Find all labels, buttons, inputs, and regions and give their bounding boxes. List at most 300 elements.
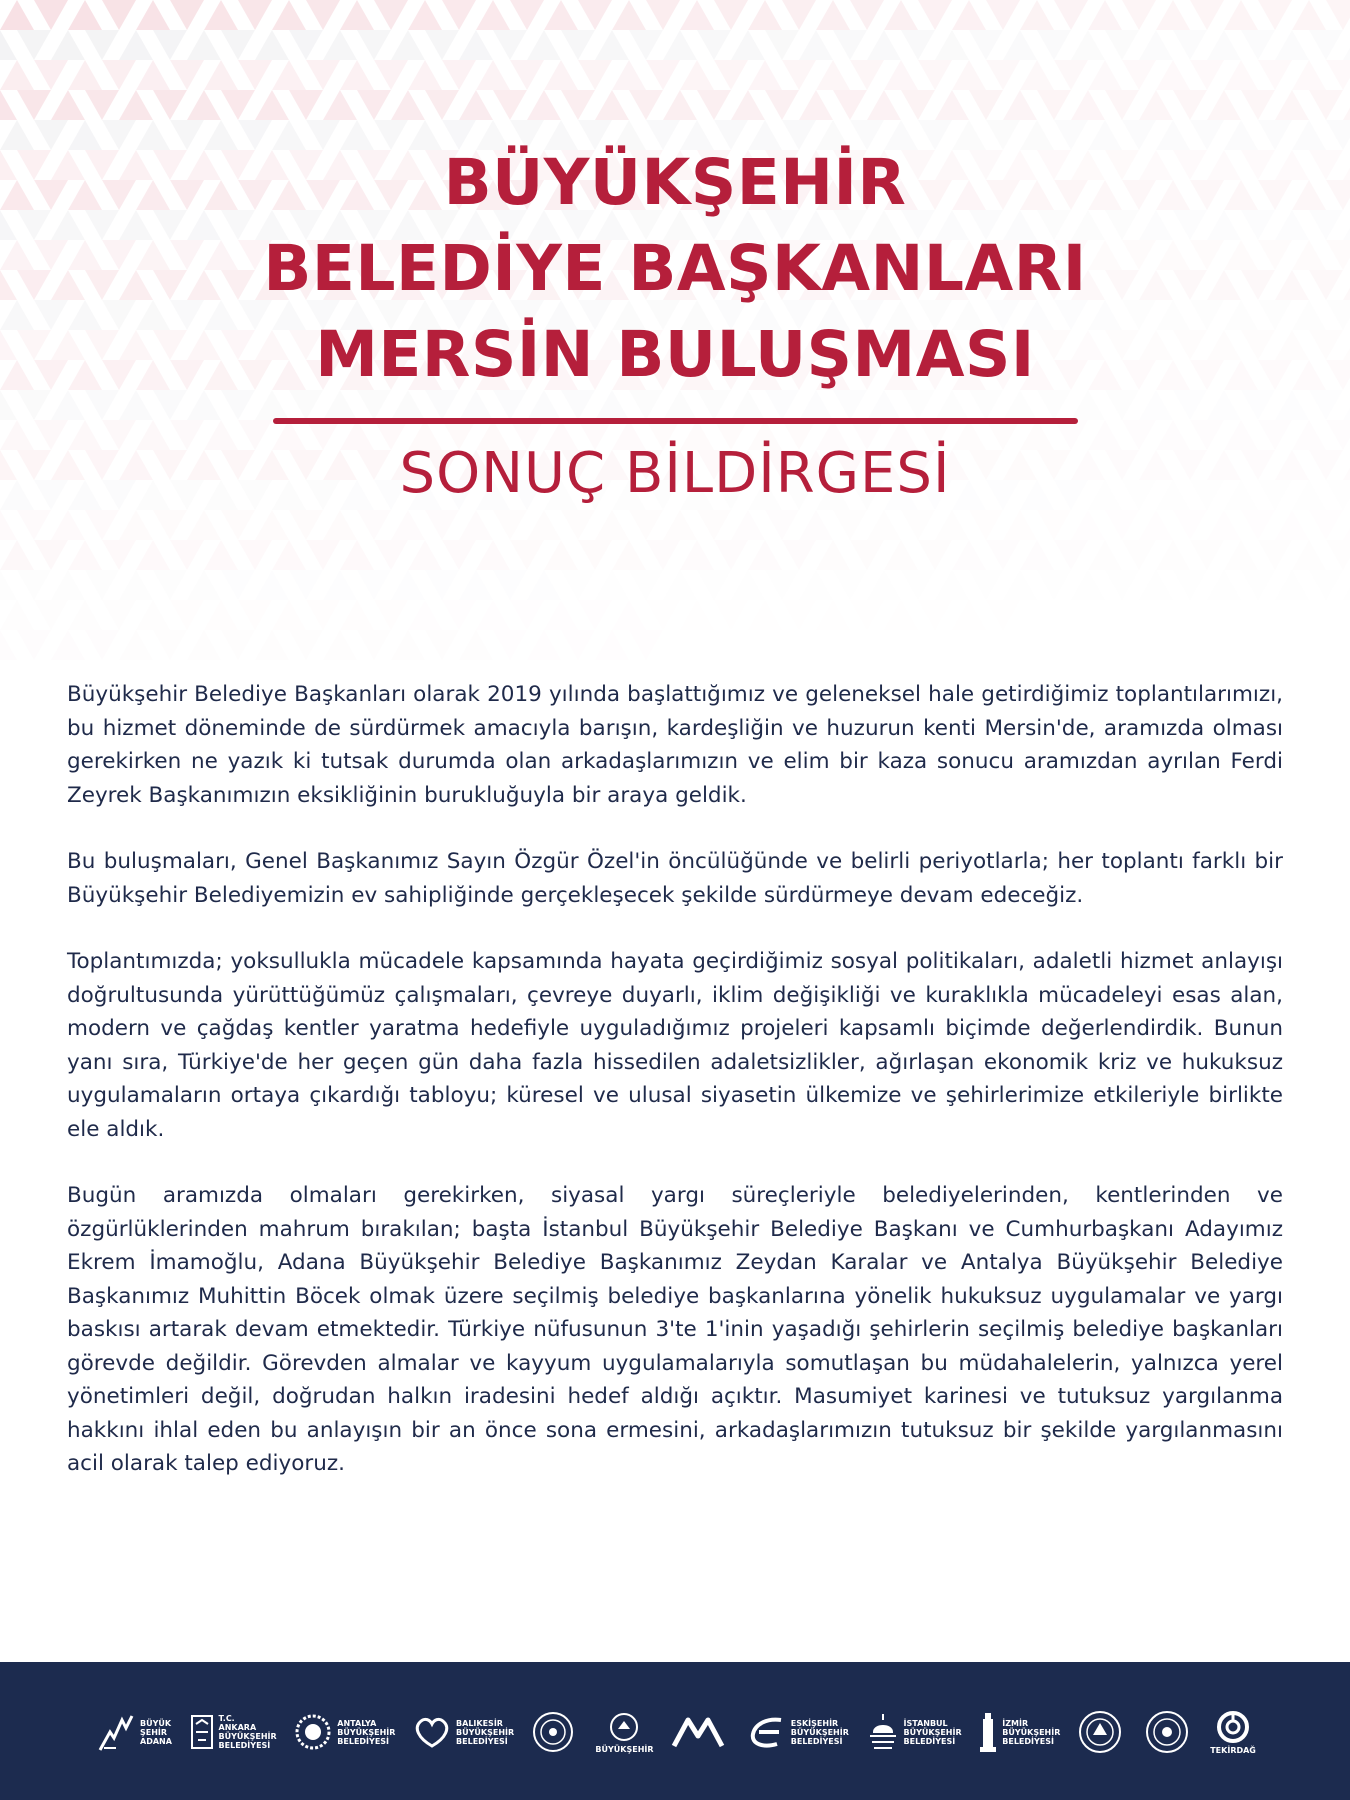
pattern-triangle xyxy=(714,600,748,630)
pattern-triangle xyxy=(1224,540,1258,570)
logo-balikesir-text: BALIKESİR BÜYÜKŞEHİR BELEDİYESİ xyxy=(456,1718,515,1746)
pattern-triangle xyxy=(527,570,561,600)
pattern-triangle xyxy=(119,30,153,60)
pattern-triangle xyxy=(1122,60,1156,90)
pattern-triangle xyxy=(629,90,663,120)
pattern-triangle xyxy=(408,540,442,570)
pattern-triangle xyxy=(986,0,1020,30)
pattern-triangle xyxy=(867,90,901,120)
pattern-triangle xyxy=(187,570,221,600)
logo-mugla xyxy=(1144,1709,1194,1755)
pattern-triangle xyxy=(1343,510,1350,540)
pattern-triangle xyxy=(374,540,408,570)
pattern-triangle xyxy=(697,30,731,60)
pattern-triangle xyxy=(85,630,119,660)
adana-logo-icon xyxy=(96,1710,136,1754)
pattern-triangle xyxy=(527,510,561,540)
pattern-triangle xyxy=(204,600,238,630)
pattern-triangle xyxy=(1241,510,1275,540)
pattern-triangle xyxy=(1003,510,1037,540)
pattern-triangle xyxy=(1292,60,1326,90)
pattern-triangle xyxy=(629,630,663,660)
pattern-triangle xyxy=(918,0,952,30)
pattern-triangle xyxy=(629,570,663,600)
pattern-triangle xyxy=(901,90,935,120)
pattern-triangle xyxy=(1054,540,1088,570)
pattern-triangle xyxy=(68,60,102,90)
pattern-triangle xyxy=(255,570,289,600)
logo-ankara xyxy=(189,1710,277,1754)
pattern-triangle xyxy=(748,540,782,570)
pattern-triangle xyxy=(918,60,952,90)
pattern-triangle xyxy=(663,570,697,600)
pattern-triangle xyxy=(153,630,187,660)
pattern-triangle xyxy=(816,600,850,630)
pattern-triangle xyxy=(408,600,442,630)
pattern-triangle xyxy=(578,600,612,630)
pattern-triangle xyxy=(255,630,289,660)
pattern-triangle xyxy=(850,0,884,30)
pattern-triangle xyxy=(867,30,901,60)
pattern-triangle xyxy=(51,570,85,600)
pattern-triangle xyxy=(510,540,544,570)
pattern-triangle xyxy=(1020,540,1054,570)
pattern-triangle xyxy=(612,0,646,30)
pattern-triangle xyxy=(1020,0,1054,30)
pattern-triangle xyxy=(34,60,68,90)
pattern-triangle xyxy=(918,540,952,570)
pattern-triangle xyxy=(1207,30,1241,60)
pattern-triangle xyxy=(136,600,170,630)
pattern-triangle xyxy=(714,540,748,570)
pattern-triangle xyxy=(289,630,323,660)
pattern-triangle xyxy=(1241,570,1275,600)
pattern-triangle xyxy=(425,90,459,120)
pattern-triangle xyxy=(306,600,340,630)
pattern-triangle xyxy=(595,90,629,120)
pattern-triangle xyxy=(238,540,272,570)
pattern-triangle xyxy=(731,510,765,540)
pattern-triangle xyxy=(1173,90,1207,120)
pattern-triangle xyxy=(357,90,391,120)
pattern-triangle xyxy=(867,570,901,600)
pattern-triangle xyxy=(986,540,1020,570)
pattern-triangle xyxy=(0,600,34,630)
logo-istanbul xyxy=(866,1710,962,1754)
pattern-triangle xyxy=(901,30,935,60)
pattern-triangle xyxy=(136,540,170,570)
logo-denizli xyxy=(595,1711,653,1754)
pattern-triangle xyxy=(187,510,221,540)
pattern-triangle xyxy=(459,510,493,540)
paragraph-1: Büyükşehir Belediye Başkanları olarak 2019 yılında başlattığımız ve geleneksel hale getirdiğimiz toplantılarımızı, bu hizmet döneminde de sürdürmek amacıyla barışın, kardeşliğin ve huzurun kenti Mersin'de, aramızda olması gerekirken ne yazık ki tutsak durumda olan arkadaşlarımızın ve elim bir kaza sonucu aramızdan ayrılan Ferdi Zeyrek Başkanımızın eksikliğinin burukluğuyla bir araya geldik. xyxy=(67,682,1283,808)
pattern-triangle xyxy=(1071,30,1105,60)
pattern-triangle xyxy=(663,510,697,540)
pattern-triangle xyxy=(1156,0,1190,30)
pattern-triangle xyxy=(187,30,221,60)
pattern-triangle xyxy=(1173,570,1207,600)
pattern-triangle xyxy=(0,60,34,90)
pattern-triangle xyxy=(714,0,748,30)
pattern-triangle xyxy=(238,60,272,90)
pattern-triangle xyxy=(51,90,85,120)
pattern-triangle xyxy=(17,570,51,600)
pattern-triangle xyxy=(816,540,850,570)
paragraph-4: Bugün aramızda olmaları gerekirken, siyasal yargı süreçleriyle belediyelerinden, kentlerinden ve özgürlüklerinden mahrum bırakılan; başta İstanbul Büyükşehir Belediye Başkanı ve Cumhurbaşkanı Adayımız Ekrem İmamoğlu, Adana Büyükşehir Belediye Başkanımız Zeydan Karalar ve Antalya Büyükşehir Belediye Başkanımız Muhittin Böcek olmak üzere seçilmiş belediye başkanlarına yönelik hukuksuz uygulamalar ve yargı baskısı artarak devam etmektedir. Türkiye nüfusunun 3'te 1'inin yaşadığı şehirlerin seçilmiş belediye başkanları görevde değildir. Görevden almalar ve kayyum uygulamalarıyla somutlaşan bu müdahalelerin, yalnızca yerel yönetimleri değil, doğrudan halkın iradesini hedef aldığı açıktır. Masumiyet karinesi ve tutuksuz yargılanma hakkını ihlal eden bu anlayışın bir an önce sona ermesini, arkadaşlarımızın tutuksuz bir şekilde yargılanmasını acil olarak talep ediyoruz. xyxy=(67,1183,1283,1476)
pattern-triangle xyxy=(595,510,629,540)
pattern-triangle xyxy=(561,30,595,60)
pattern-triangle xyxy=(153,30,187,60)
pattern-triangle xyxy=(425,510,459,540)
statement-body xyxy=(67,678,1283,1514)
pattern-triangle xyxy=(476,60,510,90)
pattern-triangle xyxy=(221,30,255,60)
pattern-triangle xyxy=(578,60,612,90)
pattern-triangle xyxy=(0,90,17,120)
pattern-triangle xyxy=(680,540,714,570)
pattern-triangle xyxy=(204,540,238,570)
pattern-triangle xyxy=(1003,570,1037,600)
pattern-triangle xyxy=(85,30,119,60)
pattern-triangle xyxy=(1309,90,1343,120)
pattern-triangle xyxy=(238,0,272,30)
denizli-logo-icon xyxy=(608,1711,640,1743)
pattern-triangle xyxy=(340,540,374,570)
pattern-triangle xyxy=(969,510,1003,540)
ankara-logo-icon xyxy=(189,1710,215,1754)
pattern-triangle xyxy=(272,600,306,630)
pattern-triangle xyxy=(527,630,561,660)
pattern-triangle xyxy=(1207,570,1241,600)
pattern-triangle xyxy=(1173,30,1207,60)
pattern-triangle xyxy=(663,30,697,60)
pattern-triangle xyxy=(119,90,153,120)
pattern-triangle xyxy=(323,30,357,60)
pattern-triangle xyxy=(17,30,51,60)
pattern-triangle xyxy=(782,540,816,570)
pattern-triangle xyxy=(595,30,629,60)
pattern-triangle xyxy=(680,60,714,90)
pattern-triangle xyxy=(748,600,782,630)
subtitle: SONUÇ BİLDİRGESİ xyxy=(399,441,951,506)
pattern-triangle xyxy=(493,90,527,120)
pattern-triangle xyxy=(1071,570,1105,600)
pattern-triangle xyxy=(544,60,578,90)
mersin-logo-icon xyxy=(670,1712,726,1752)
pattern-triangle xyxy=(323,510,357,540)
pattern-triangle xyxy=(68,600,102,630)
pattern-triangle xyxy=(408,60,442,90)
pattern-triangle xyxy=(17,510,51,540)
pattern-triangle xyxy=(799,30,833,60)
pattern-triangle xyxy=(493,30,527,60)
pattern-triangle xyxy=(357,30,391,60)
pattern-triangle xyxy=(1139,510,1173,540)
balikesir-logo-icon xyxy=(412,1714,452,1750)
title-block xyxy=(0,140,1350,504)
izmir-logo-icon xyxy=(978,1709,998,1755)
pattern-triangle xyxy=(391,570,425,600)
pattern-triangle xyxy=(935,510,969,540)
logo-eskisehir xyxy=(747,1712,849,1752)
pattern-triangle xyxy=(0,570,17,600)
logo-balikesir xyxy=(412,1714,514,1750)
pattern-triangle xyxy=(833,90,867,120)
pattern-triangle xyxy=(442,540,476,570)
eskisehir-logo-icon xyxy=(747,1712,787,1752)
pattern-triangle xyxy=(34,0,68,30)
pattern-triangle xyxy=(493,570,527,600)
pattern-triangle xyxy=(1139,30,1173,60)
pattern-triangle xyxy=(391,90,425,120)
istanbul-logo-icon xyxy=(866,1710,900,1754)
pattern-triangle xyxy=(204,60,238,90)
pattern-triangle xyxy=(646,0,680,30)
pattern-triangle xyxy=(1190,60,1224,90)
pattern-triangle xyxy=(646,540,680,570)
pattern-triangle xyxy=(1190,540,1224,570)
pattern-triangle xyxy=(68,0,102,30)
pattern-triangle xyxy=(102,0,136,30)
pattern-triangle xyxy=(0,510,17,540)
pattern-triangle xyxy=(1037,510,1071,540)
manisa-logo-icon xyxy=(1077,1709,1123,1755)
pattern-triangle xyxy=(1020,60,1054,90)
pattern-triangle xyxy=(544,540,578,570)
pattern-triangle xyxy=(476,0,510,30)
pattern-triangle xyxy=(170,60,204,90)
pattern-triangle xyxy=(374,600,408,630)
pattern-triangle xyxy=(1071,90,1105,120)
pattern-triangle xyxy=(289,570,323,600)
pattern-triangle xyxy=(85,510,119,540)
pattern-triangle xyxy=(782,60,816,90)
pattern-triangle xyxy=(952,60,986,90)
pattern-triangle xyxy=(68,540,102,570)
logo-mersin xyxy=(670,1712,730,1752)
pattern-triangle xyxy=(1037,570,1071,600)
logo-tekirdag-text: TEKİRDAĞ xyxy=(1210,1745,1256,1755)
pattern-triangle xyxy=(340,60,374,90)
pattern-triangle xyxy=(1343,30,1350,60)
pattern-triangle xyxy=(578,0,612,30)
pattern-triangle xyxy=(119,630,153,660)
pattern-triangle xyxy=(459,570,493,600)
pattern-triangle xyxy=(0,0,34,30)
pattern-triangle xyxy=(561,570,595,600)
logo-eskisehir-text: ESKİŞEHİR BÜYÜKŞEHİR BELEDİYESİ xyxy=(790,1718,849,1746)
pattern-triangle xyxy=(833,570,867,600)
logo-izmir xyxy=(978,1709,1060,1755)
pattern-triangle xyxy=(136,0,170,30)
pattern-triangle xyxy=(272,540,306,570)
pattern-triangle xyxy=(1241,90,1275,120)
pattern-triangle xyxy=(340,600,374,630)
pattern-triangle xyxy=(476,600,510,630)
pattern-triangle xyxy=(391,630,425,660)
pattern-triangle xyxy=(1105,510,1139,540)
logo-antalya-text: ANTALYA BÜYÜKŞEHİR BELEDİYESİ xyxy=(337,1718,396,1746)
pattern-triangle xyxy=(731,30,765,60)
pattern-triangle xyxy=(1088,60,1122,90)
pattern-triangle xyxy=(884,600,918,630)
title-underline xyxy=(273,418,1078,424)
pattern-triangle xyxy=(527,90,561,120)
pattern-triangle xyxy=(442,600,476,630)
pattern-triangle xyxy=(0,630,17,660)
pattern-triangle xyxy=(1003,90,1037,120)
pattern-triangle xyxy=(1292,0,1326,30)
pattern-triangle xyxy=(595,570,629,600)
pattern-triangle xyxy=(170,540,204,570)
pattern-triangle xyxy=(187,90,221,120)
pattern-triangle xyxy=(799,570,833,600)
pattern-triangle xyxy=(561,630,595,660)
pattern-triangle xyxy=(748,0,782,30)
pattern-triangle xyxy=(51,630,85,660)
pattern-triangle xyxy=(51,30,85,60)
pattern-triangle xyxy=(255,30,289,60)
pattern-triangle xyxy=(255,510,289,540)
pattern-triangle xyxy=(765,510,799,540)
pattern-triangle xyxy=(612,600,646,630)
pattern-triangle xyxy=(221,570,255,600)
pattern-triangle xyxy=(901,570,935,600)
pattern-triangle xyxy=(85,90,119,120)
pattern-triangle xyxy=(731,570,765,600)
pattern-triangle xyxy=(425,630,459,660)
pattern-triangle xyxy=(952,600,986,630)
pattern-triangle xyxy=(1037,90,1071,120)
pattern-triangle xyxy=(510,60,544,90)
pattern-triangle xyxy=(1003,30,1037,60)
pattern-triangle xyxy=(799,90,833,120)
title-line-2: BELEDİYE BAŞKANLARI xyxy=(263,232,1087,305)
title-line-1: BÜYÜKŞEHİR xyxy=(443,146,907,219)
pattern-triangle xyxy=(425,30,459,60)
pattern-triangle xyxy=(782,0,816,30)
pattern-triangle xyxy=(153,570,187,600)
pattern-triangle xyxy=(459,630,493,660)
pattern-triangle xyxy=(170,0,204,30)
pattern-triangle xyxy=(765,90,799,120)
paragraph-2: Bu buluşmaları, Genel Başkanımız Sayın Özgür Özel'in öncülüğünde ve belirli periyotlarla; her toplantı farklı bir Büyükşehir Belediyemizin ev sahipliğinde gerçekleşecek şekilde sürdürmeye devam edeceğiz. xyxy=(67,849,1283,908)
logo-adana-text: BÜYÜK ŞEHİR ADANA xyxy=(140,1718,172,1746)
pattern-triangle xyxy=(391,30,425,60)
pattern-triangle xyxy=(1343,570,1350,600)
title-line-3: MERSİN BULUŞMASI xyxy=(315,318,1035,391)
pattern-triangle xyxy=(850,60,884,90)
pattern-triangle xyxy=(357,630,391,660)
pattern-triangle xyxy=(289,510,323,540)
pattern-triangle xyxy=(952,0,986,30)
pattern-triangle xyxy=(799,510,833,540)
pattern-triangle xyxy=(153,510,187,540)
bursa-logo-icon xyxy=(531,1710,575,1754)
pattern-triangle xyxy=(561,90,595,120)
pattern-triangle xyxy=(1258,60,1292,90)
pattern-triangle xyxy=(102,60,136,90)
pattern-triangle xyxy=(170,600,204,630)
pattern-triangle xyxy=(289,90,323,120)
pattern-triangle xyxy=(1224,0,1258,30)
pattern-triangle xyxy=(646,600,680,630)
pattern-triangle xyxy=(493,510,527,540)
pattern-triangle xyxy=(459,90,493,120)
logo-manisa xyxy=(1077,1709,1127,1755)
pattern-triangle xyxy=(1326,540,1350,570)
pattern-triangle xyxy=(272,0,306,30)
pattern-triangle xyxy=(680,0,714,30)
logo-istanbul-text: İSTANBUL BÜYÜKŞEHİR BELEDİYESİ xyxy=(903,1718,962,1746)
logo-bursa xyxy=(531,1710,579,1754)
pattern-triangle xyxy=(1156,60,1190,90)
pattern-triangle xyxy=(969,570,1003,600)
pattern-triangle xyxy=(731,90,765,120)
paragraph-3: Toplantımızda; yoksullukla mücadele kapsamında hayata geçirdiğimiz sosyal politikaları, adaletli hizmet anlayışı doğrultusunda yürüttüğümüz çalışmaları, çevreye duyarlı, iklim değişikliği ve kuraklıkla mücadeleyi esas alan, modern ve çağdaş kentler yaratma hedefiyle uyguladığımız projeleri kapsamlı biçimde değerlendirdik. Bunun yanı sıra, Türkiye'de her geçen gün daha fazla hissedilen adaletsizlikler, ağırlaşan ekonomik kriz ve hukuksuz uygulamaların ortaya çıkardığı tabloyu; küresel ve ulusal siyasetin ülkemize ve şehirlerimize etkileriyle birlikte ele aldık. xyxy=(67,949,1283,1142)
tekirdag-logo-icon xyxy=(1216,1710,1250,1744)
pattern-triangle xyxy=(306,60,340,90)
pattern-triangle xyxy=(408,0,442,30)
pattern-triangle xyxy=(1224,60,1258,90)
pattern-triangle xyxy=(1190,0,1224,30)
pattern-triangle xyxy=(765,570,799,600)
pattern-triangle xyxy=(646,60,680,90)
pattern-triangle xyxy=(578,540,612,570)
pattern-triangle xyxy=(850,540,884,570)
pattern-triangle xyxy=(425,570,459,600)
pattern-triangle xyxy=(969,90,1003,120)
logo-ankara-text: T.C. ANKARA BÜYÜKŞEHİR BELEDİYESİ xyxy=(218,1714,277,1750)
pattern-triangle xyxy=(102,600,136,630)
pattern-triangle xyxy=(952,540,986,570)
pattern-triangle xyxy=(935,570,969,600)
pattern-triangle xyxy=(510,0,544,30)
pattern-triangle xyxy=(1122,540,1156,570)
pattern-triangle xyxy=(918,600,952,630)
pattern-triangle xyxy=(1173,510,1207,540)
pattern-triangle xyxy=(969,30,1003,60)
pattern-triangle xyxy=(1309,30,1343,60)
pattern-triangle xyxy=(561,510,595,540)
pattern-triangle xyxy=(85,570,119,600)
pattern-triangle xyxy=(935,30,969,60)
pattern-triangle xyxy=(595,630,629,660)
pattern-triangle xyxy=(306,0,340,30)
pattern-triangle xyxy=(306,540,340,570)
pattern-triangle xyxy=(612,60,646,90)
pattern-triangle xyxy=(34,600,68,630)
pattern-triangle xyxy=(884,540,918,570)
pattern-triangle xyxy=(1241,30,1275,60)
pattern-triangle xyxy=(493,630,527,660)
pattern-triangle xyxy=(1343,90,1350,120)
pattern-triangle xyxy=(391,510,425,540)
pattern-triangle xyxy=(1258,540,1292,570)
pattern-triangle xyxy=(850,600,884,630)
pattern-triangle xyxy=(986,60,1020,90)
pattern-triangle xyxy=(782,600,816,630)
pattern-triangle xyxy=(17,90,51,120)
pattern-triangle xyxy=(204,0,238,30)
pattern-triangle xyxy=(136,60,170,90)
pattern-triangle xyxy=(986,600,1020,630)
antalya-logo-icon xyxy=(293,1712,333,1752)
pattern-triangle xyxy=(0,30,17,60)
pattern-triangle xyxy=(1309,570,1343,600)
pattern-triangle xyxy=(238,600,272,630)
pattern-triangle xyxy=(357,570,391,600)
